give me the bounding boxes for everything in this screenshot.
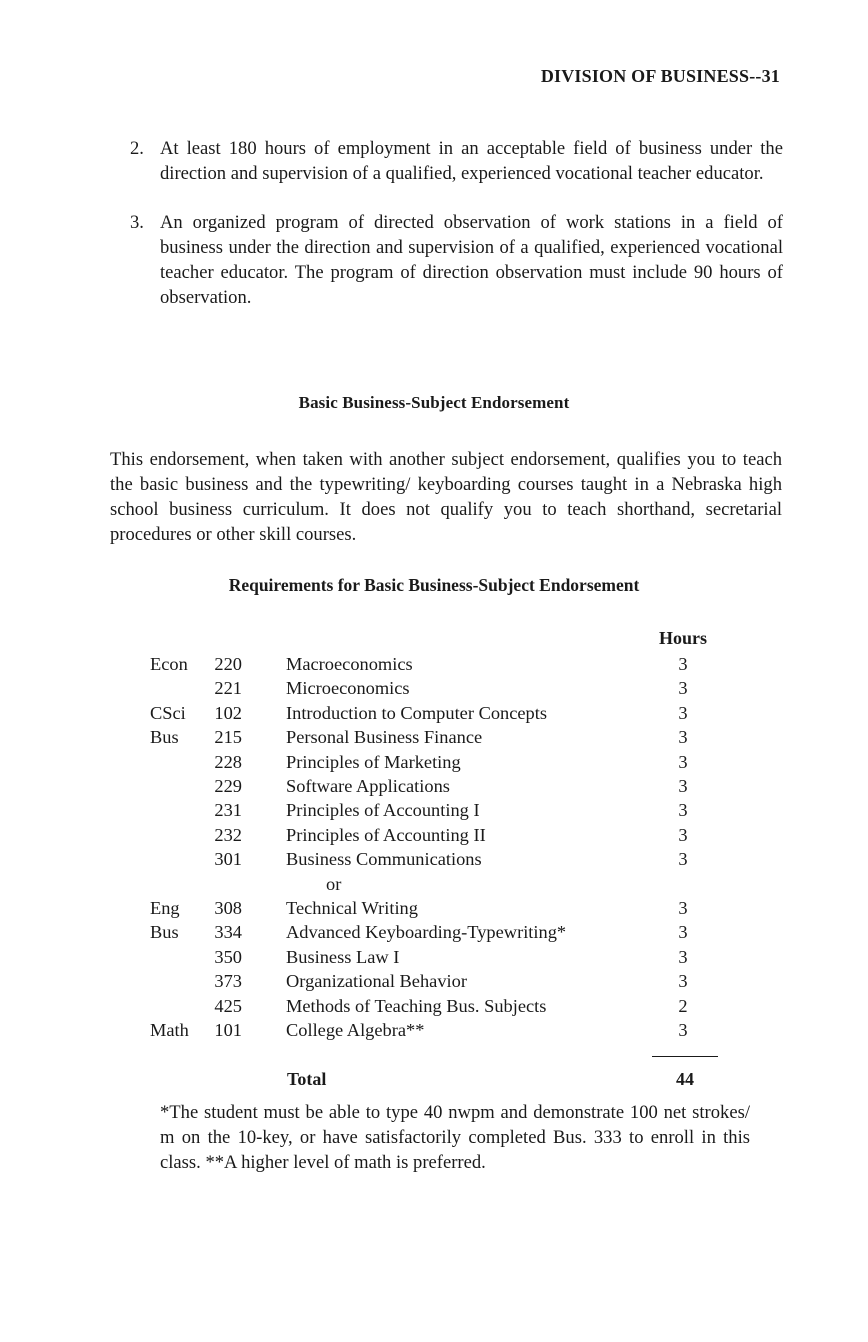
- course-hours: 3: [678, 824, 688, 845]
- course-title: Business Law I: [286, 946, 400, 967]
- course-hours: 3: [678, 922, 688, 943]
- table-row: [150, 847, 730, 871]
- table-row: [150, 652, 730, 676]
- course-number: 334: [214, 922, 242, 943]
- course-number: 229: [214, 776, 242, 796]
- course-title: Introduction to Computer Concepts: [286, 702, 548, 723]
- course-title: Principles of Accounting I: [286, 800, 480, 821]
- list-item-number: 2.: [130, 138, 144, 159]
- course-number: 215: [214, 727, 242, 748]
- table-row: [150, 872, 730, 896]
- course-number: 102: [214, 702, 242, 723]
- course-dept: Econ: [150, 654, 188, 674]
- course-number: 373: [214, 971, 242, 992]
- course-hours: 3: [678, 800, 688, 821]
- course-hours: 3: [678, 898, 688, 918]
- course-dept: Bus: [150, 727, 179, 748]
- course-hours: 3: [678, 727, 688, 748]
- table-row: [150, 823, 730, 847]
- course-title: Software Applications: [286, 776, 450, 796]
- section-intro: This endorsement, when taken with another subject endorsement, qualifies you to teach the basic business and the typewriting/ keyboarding courses taught in a Nebraska high school business curriculum. It does not qualify you to teach shorthand, secretarial procedures or other skill courses.: [110, 449, 782, 545]
- course-number: 228: [214, 751, 242, 772]
- course-dept: Eng: [150, 898, 180, 918]
- course-title: Personal Business Finance: [286, 727, 483, 748]
- course-hours: 3: [678, 751, 688, 772]
- section-title: Basic Business-Subject Endorsement: [298, 393, 570, 412]
- list-item-text: An organized program of directed observation of work stations in a field of business under the direction and supervision of a qualified, experienced vocational teacher educator. The program of direction observation must include 90 hours of observation.: [160, 212, 783, 308]
- requirements-title: Requirements for Basic Business-Subject Endorsement: [228, 575, 640, 595]
- course-hours: 3: [678, 1020, 688, 1040]
- table-row: [150, 798, 730, 822]
- table-row: [150, 920, 730, 944]
- table-row: [150, 969, 730, 993]
- total-rule: [652, 1056, 718, 1057]
- list-item-number: 3.: [130, 212, 144, 233]
- course-number: 350: [214, 946, 242, 967]
- course-number: 221: [214, 678, 242, 699]
- course-hours: 2: [678, 995, 688, 1016]
- list-item: [118, 210, 783, 315]
- course-number: 232: [214, 824, 242, 845]
- course-title: Methods of Teaching Bus. Subjects: [286, 995, 547, 1016]
- table-row: [150, 994, 730, 1018]
- footnote: *The student must be able to type 40 nwpm and demonstrate 100 net strokes/ m on the 10-key, or have satisfactorily completed Bus. 333 to enroll in this class. **A higher level of math is preferred.: [160, 1102, 750, 1173]
- running-head: DIVISION OF BUSINESS--31: [540, 66, 780, 86]
- list-item: [118, 136, 783, 216]
- course-title: Principles of Marketing: [286, 751, 461, 772]
- table-row: [150, 945, 730, 969]
- table-row: [150, 725, 730, 749]
- course-title: Technical Writing: [286, 898, 418, 918]
- course-hours: 3: [678, 702, 688, 723]
- course-number: 308: [214, 898, 242, 918]
- course-dept: Bus: [150, 922, 179, 943]
- course-title: College Algebra**: [286, 1020, 425, 1040]
- course-number: 231: [214, 800, 242, 821]
- course-hours: 3: [678, 971, 688, 992]
- course-title: Business Communications: [286, 849, 482, 870]
- course-number: 425: [214, 995, 242, 1016]
- course-hours: 3: [678, 776, 688, 796]
- course-title: Principles of Accounting II: [286, 824, 486, 845]
- table-row: [150, 1018, 730, 1042]
- course-title: Organizational Behavior: [286, 971, 467, 992]
- course-number: 220: [214, 654, 242, 674]
- table-row: [150, 750, 730, 774]
- course-dept: Math: [150, 1020, 189, 1040]
- course-number: 301: [214, 849, 242, 870]
- list-item-text: At least 180 hours of employment in an acceptable field of business under the direction and supervision of a qualified, experienced vocational teacher educator.: [160, 138, 783, 184]
- course-hours: 3: [678, 678, 688, 699]
- course-title: Macroeconomics: [286, 654, 413, 674]
- course-title: or: [326, 873, 342, 894]
- table-row: [150, 896, 730, 920]
- course-title: Microeconomics: [286, 678, 410, 699]
- total-label: Total: [287, 1069, 327, 1089]
- course-number: 101: [214, 1020, 242, 1040]
- course-title: Advanced Keyboarding-Typewriting*: [286, 922, 567, 943]
- course-hours: 3: [678, 849, 688, 870]
- course-hours: 3: [678, 946, 688, 967]
- course-hours: 3: [678, 654, 688, 674]
- table-row: [150, 676, 730, 700]
- course-dept: CSci: [150, 702, 186, 723]
- table-row: [150, 701, 730, 725]
- table-row: [150, 774, 730, 798]
- total-value: 44: [676, 1069, 694, 1089]
- hours-column-header: Hours: [658, 628, 707, 648]
